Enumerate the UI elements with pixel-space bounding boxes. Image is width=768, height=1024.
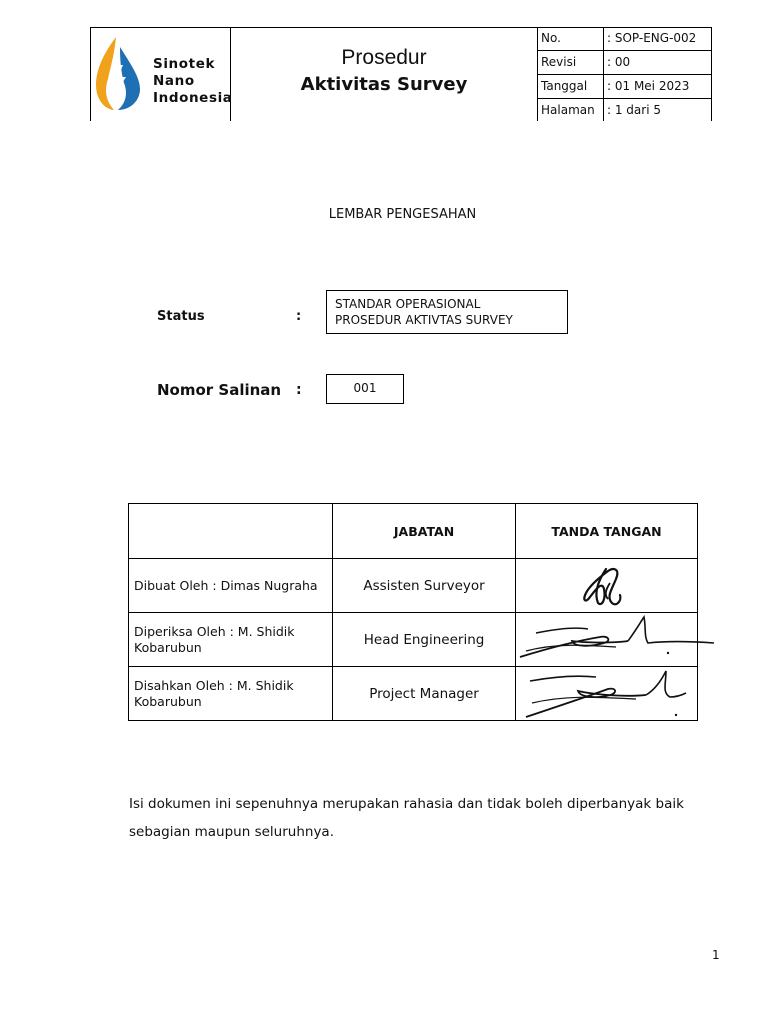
status-line: PROSEDUR AKTIVTAS SURVEY — [335, 313, 513, 327]
meta-label: Halaman — [541, 103, 595, 117]
column-header: JABATAN — [333, 504, 516, 559]
approver-line: Kobarubun — [134, 693, 202, 709]
position-cell: Head Engineering — [333, 613, 516, 667]
document-title: Aktivitas Survey — [300, 74, 468, 95]
meta-label: Revisi — [541, 55, 577, 69]
approver-line: Kobarubun — [134, 639, 202, 655]
approver-line: Disahkan Oleh : M. Shidik — [134, 677, 294, 693]
column-header — [129, 504, 333, 559]
table-row — [129, 613, 698, 667]
copy-number-label: Nomor Salinan — [157, 381, 282, 399]
company-logo-icon — [96, 35, 140, 111]
signature-image — [516, 613, 697, 666]
meta-label: Tanggal — [541, 79, 588, 93]
position-cell: Project Manager — [333, 667, 516, 721]
approver-cell — [129, 613, 333, 667]
company-name-line: Sinotek — [153, 56, 216, 72]
page-title: LEMBAR PENGESAHAN — [328, 207, 477, 222]
status-box — [326, 290, 568, 334]
meta-value: : 1 dari 5 — [607, 103, 661, 117]
meta-row-divider — [537, 74, 712, 75]
signature-cell — [516, 559, 698, 613]
table-header-row — [129, 504, 698, 559]
signature-image — [516, 559, 697, 612]
note-line: Isi dokumen ini sepenuhnya merupakan rahasia dan tidak boleh diperbanyak baik — [129, 796, 684, 812]
meta-label: No. — [541, 31, 561, 45]
status-colon: : — [296, 309, 302, 324]
approver-line: Diperiksa Oleh : M. Shidik — [134, 623, 295, 639]
approver-cell — [129, 667, 333, 721]
meta-value: : 01 Mei 2023 — [607, 79, 690, 93]
copy-number-box: 001 — [326, 374, 404, 404]
company-name-line: Nano — [153, 73, 195, 89]
meta-row-divider — [537, 50, 712, 51]
position-cell: Assisten Surveyor — [333, 559, 516, 613]
confidentiality-note — [129, 790, 729, 846]
status-label: Status — [157, 309, 205, 324]
status-line: STANDAR OPERASIONAL — [335, 297, 481, 311]
approver-line: Dibuat Oleh : Dimas Nugraha — [134, 577, 318, 593]
document-type: Prosedur — [341, 46, 427, 69]
meta-value: : 00 — [607, 55, 631, 69]
column-header: TANDA TANGAN — [516, 504, 698, 559]
copy-number-colon: : — [296, 382, 302, 398]
company-name-line: Indonesia — [153, 90, 233, 106]
approval-table — [128, 503, 698, 721]
signature-cell — [516, 613, 698, 667]
approver-cell — [129, 559, 333, 613]
table-row — [129, 559, 698, 613]
table-row — [129, 667, 698, 721]
note-line: sebagian maupun seluruhnya. — [129, 824, 334, 840]
signature-image — [516, 667, 697, 720]
page-number: 1 — [712, 948, 720, 962]
meta-value: : SOP-ENG-002 — [607, 31, 697, 45]
signature-cell — [516, 667, 698, 721]
meta-row-divider — [537, 98, 712, 99]
